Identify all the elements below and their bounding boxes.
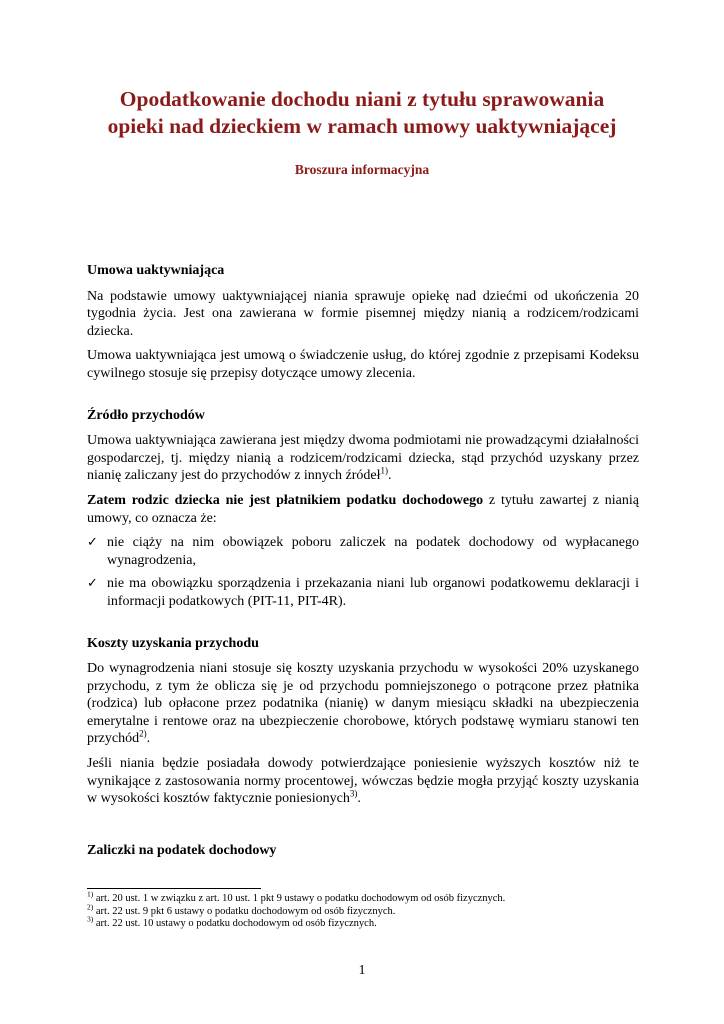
section-zaliczki (87, 842, 639, 860)
section-koszty (87, 635, 639, 808)
paragraph-end: . (388, 468, 392, 484)
footnote-ref[interactable]: 2) (139, 728, 147, 739)
section-umowa (87, 262, 639, 383)
paragraph (87, 660, 639, 748)
paragraph-text: z tytułu zawartej z nianią umowy, co oznacza że: (87, 492, 639, 526)
paragraph-text: Umowa uaktywniająca zawierana jest między dwoma podmiotami nie prowadzącymi działalności gospodarczej, tj. między nianią a rodzicem/rodzicami dziecka, stąd przychód uzyskany przez nianię zaliczany jest do przychodów z innych źródeł (87, 433, 639, 484)
footnote-text: art. 20 ust. 1 w związku z art. 10 ust. 1 pkt 9 ustawy o podatku dochodowym od osób fizycznych. (93, 893, 506, 904)
list-item (87, 575, 639, 610)
document-body (87, 262, 639, 883)
page-number: 1 (358, 963, 366, 978)
paragraph-end: . (146, 731, 151, 747)
section-heading: Zaliczki na podatek dochodowy (87, 842, 277, 858)
section-heading: Umowa uaktywniająca (87, 263, 225, 278)
footnote (87, 889, 639, 906)
footnotes (87, 888, 639, 931)
list-item (87, 534, 639, 569)
document-title (60, 86, 664, 140)
footnote-text: art. 22 ust. 9 pkt 6 ustawy o podatku dochodowym od osób fizycznych. (93, 905, 396, 917)
paragraph (87, 432, 639, 485)
footnote (87, 902, 639, 919)
footnote-ref[interactable]: 1) (380, 465, 388, 476)
section-heading: Źródło przychodów (87, 407, 205, 423)
list-item-text: nie ma obowiązku sporządzenia i przekazania niani lub organowi podatkowemu deklaracji i informacji podatkowych (PIT-11, PIT-4R). (107, 576, 639, 609)
document-subtitle: Broszura informacyjna (294, 162, 430, 177)
footnote-mark: 1) (87, 889, 94, 899)
footnote-divider (87, 888, 261, 889)
section-zrodlo (87, 407, 639, 611)
title-line-1: Opodatkowanie dochodu niani z tytułu sprawowania (119, 87, 605, 111)
checkmark-icon: ✓ (87, 576, 98, 592)
list-item-text: nie ciąży na nim obowiązek poboru zaliczek na podatek dochodowy od wypłacanego wynagrodzenia, (107, 535, 639, 568)
title-line-2: opieki nad dzieckiem w ramach umowy uaktywniającej (107, 114, 617, 138)
paragraph-end: . (357, 791, 361, 807)
footnote-text: art. 22 ust. 10 ustawy o podatku dochodowym od osób fizycznych. (93, 918, 377, 930)
paragraph (87, 492, 639, 527)
emphasis-text: Zatem rodzic dziecka nie jest płatnikiem podatku dochodowego (87, 492, 484, 508)
section-heading: Koszty uzyskania przychodu (87, 635, 259, 651)
footnote-mark: 3) (87, 914, 94, 924)
footnote-ref[interactable]: 3) (349, 788, 358, 799)
checkmark-icon: ✓ (87, 535, 98, 551)
paragraph (87, 755, 639, 808)
checklist (87, 534, 639, 610)
footnote-mark: 2) (87, 902, 94, 912)
paragraph: Umowa uaktywniająca jest umową o świadczenie usług, do której zgodnie z przepisami Kodeksu cywilnego stosuje się przepisy dotyczące umowy zlecenia. (87, 348, 639, 381)
footnote (87, 914, 639, 931)
paragraph-text: Do wynagrodzenia niani stosuje się koszty uzyskania przychodu w wysokości 20% uzyskanego przychodu, z tym że oblicza się je od przychodu pomniejszonego o potrącone przez płatnika (rodzica) lub opłacone przez podatnika (nianię) w danym miesiącu składki na ubezpieczenia emerytalne i rentowe oraz na ubezpieczenie chorobowe, których podstawę wymiaru stanowi ten przychód (87, 661, 639, 747)
paragraph: Na podstawie umowy uaktywniającej niania sprawuje opiekę nad dziećmi od ukończenia 20 tygodnia życia. Jest ona zawierana w formie pisemnej między nianią a rodzicem/rodzicami dziecka. (87, 288, 639, 339)
paragraph-text: Jeśli niania będzie posiadała dowody potwierdzające poniesienie wyższych kosztów niż te wynikające z zastosowania normy procentowej, wówczas będzie mogła przyjąć koszty uzyskania w wysokości kosztów faktycznie poniesionych (87, 756, 639, 807)
